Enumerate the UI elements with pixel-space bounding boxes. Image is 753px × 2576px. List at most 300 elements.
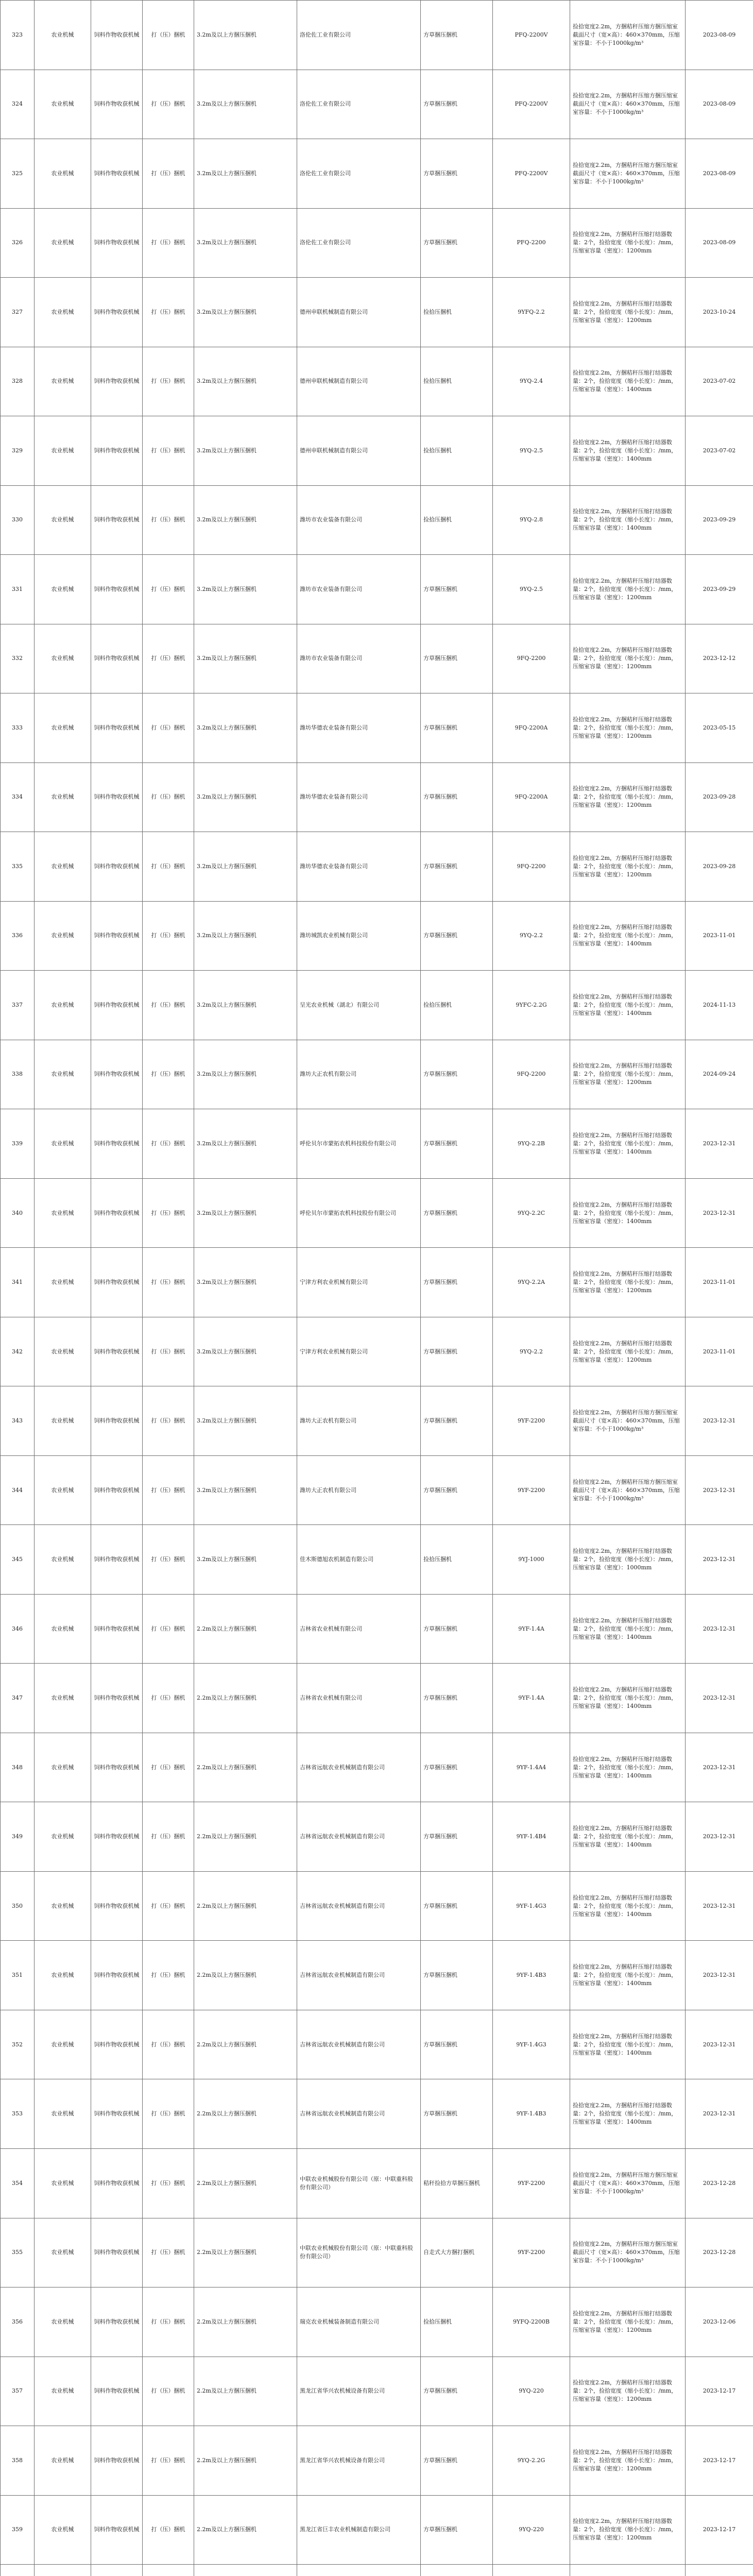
- product-name-cell: 捡拾压捆机: [421, 485, 493, 555]
- product-spec-cell: 2.2m及以上方捆压捆机: [194, 2079, 297, 2149]
- category-cell: 农业机械: [35, 1594, 91, 1664]
- table-row: [1, 2426, 753, 2496]
- model-cell: 9YF-1.4B4: [493, 1802, 570, 1872]
- table-row: [1, 2565, 753, 2576]
- product-name-cell: 方草捆压捆机: [421, 70, 493, 139]
- product-type-cell: 打（压）捆机: [143, 2010, 194, 2079]
- product-class-cell: 饲料作物收获机械: [91, 1109, 143, 1179]
- product-class-cell: 饲料作物收获机械: [91, 1733, 143, 1802]
- row-number-cell: 358: [1, 2426, 35, 2496]
- manufacturer-cell: 佳木斯德旭农机制造有限公司: [297, 1525, 421, 1595]
- product-spec-cell: 3.2m及以上方捆压捆机: [194, 208, 297, 278]
- product-name-cell: 方草捆压捆机: [421, 1664, 493, 1733]
- configuration-cell: 捡拾宽度2.2m，方捆秸秆压缩打结器数量：2个，捡拾宽度（缩小长度）：/mm，压缩室容量（密度）：1400mm: [570, 2079, 686, 2149]
- table-row: [1, 555, 753, 624]
- table-row: [1, 693, 753, 763]
- product-type-cell: 打（压）捆机: [143, 2079, 194, 2149]
- product-spec-cell: 2.2m及以上方捆压捆机: [194, 2010, 297, 2079]
- date-cell: 2023-12-31: [686, 1386, 753, 1456]
- product-spec-cell: 3.2m及以上方捆压捆机: [194, 693, 297, 763]
- category-cell: 农业机械: [35, 2287, 91, 2357]
- configuration-cell: 捡拾宽度2.2m，方捆秸秆压缩方捆压缩室截面尺寸（宽×高）：460×370mm，压缩室容量：不小于1000kg/m³: [570, 70, 686, 139]
- category-cell: [35, 2565, 91, 2576]
- product-class-cell: 饲料作物收获机械: [91, 2287, 143, 2357]
- product-class-cell: 饲料作物收获机械: [91, 1455, 143, 1525]
- date-cell: 2023-09-29: [686, 555, 753, 624]
- row-number-cell: 334: [1, 762, 35, 832]
- product-spec-cell: 3.2m及以上方捆压捆机: [194, 762, 297, 832]
- configuration-cell: 捡拾宽度2.2m，方捆秸秆压缩打结器数量：2个，捡拾宽度（缩小长度）：/mm，压缩室容量（密度）：1000mm: [570, 1525, 686, 1595]
- product-spec-cell: 2.2m及以上方捆压捆机: [194, 1941, 297, 2010]
- category-cell: 农业机械: [35, 1040, 91, 1109]
- table-row: [1, 347, 753, 416]
- configuration-cell: 捡拾宽度2.2m，方捆秸秆压缩打结器数量：2个，捡拾宽度（缩小长度）：/mm，压缩室容量（密度）：1200mm: [570, 278, 686, 347]
- row-number-cell: 338: [1, 1040, 35, 1109]
- product-class-cell: 饲料作物收获机械: [91, 2357, 143, 2426]
- row-number-cell: [1, 2565, 35, 2576]
- table-row: [1, 2218, 753, 2287]
- product-type-cell: 打（压）捆机: [143, 1594, 194, 1664]
- manufacturer-cell: 吉林省远航农业机械制造有限公司: [297, 1941, 421, 2010]
- product-class-cell: 饲料作物收获机械: [91, 208, 143, 278]
- model-cell: 9YQ-220: [493, 2357, 570, 2426]
- product-spec-cell: 2.2m及以上方捆压捆机: [194, 2495, 297, 2565]
- product-spec-cell: 3.2m及以上方捆压捆机: [194, 1455, 297, 1525]
- configuration-cell: 捡拾宽度2.2m，方捆秸秆压缩打结器数量：2个，捡拾宽度（缩小长度）：/mm，压缩室容量（密度）：1400mm: [570, 1802, 686, 1872]
- model-cell: 9YJ-1000: [493, 1525, 570, 1595]
- table-row: [1, 1733, 753, 1802]
- product-type-cell: 打（压）捆机: [143, 693, 194, 763]
- product-type-cell: 打（压）捆机: [143, 832, 194, 902]
- category-cell: 农业机械: [35, 2148, 91, 2218]
- product-class-cell: 饲料作物收获机械: [91, 1, 143, 70]
- product-type-cell: 打（压）捆机: [143, 278, 194, 347]
- product-spec-cell: 3.2m及以上方捆压捆机: [194, 347, 297, 416]
- product-class-cell: 饲料作物收获机械: [91, 139, 143, 209]
- product-type-cell: 打（压）捆机: [143, 2218, 194, 2287]
- table-row: [1, 1178, 753, 1248]
- row-number-cell: 347: [1, 1664, 35, 1733]
- row-number-cell: 337: [1, 971, 35, 1040]
- product-name-cell: 捡拾压捆机: [421, 971, 493, 1040]
- manufacturer-cell: 黑龙江省华兴农机械设备有限公司: [297, 2357, 421, 2426]
- category-cell: 农业机械: [35, 1871, 91, 1941]
- manufacturer-cell: 宁津方利农业机械有限公司: [297, 1317, 421, 1386]
- category-cell: 农业机械: [35, 762, 91, 832]
- configuration-cell: 捡拾宽度2.2m，方捆秸秆压缩方捆压缩室截面尺寸（宽×高）：460×370mm，压缩室容量：不小于1000kg/m³: [570, 139, 686, 209]
- product-spec-cell: 2.2m及以上方捆压捆机: [194, 1733, 297, 1802]
- date-cell: 2023-12-31: [686, 1941, 753, 2010]
- product-class-cell: 饲料作物收获机械: [91, 624, 143, 693]
- product-name-cell: 方草捆压捆机: [421, 1733, 493, 1802]
- manufacturer-cell: 中联农业机械股份有限公司（原：中联重科股份有限公司）: [297, 2148, 421, 2218]
- manufacturer-cell: 洛伦佐工业有限公司: [297, 208, 421, 278]
- date-cell: 2023-05-15: [686, 693, 753, 763]
- table-row: [1, 485, 753, 555]
- product-type-cell: 打（压）捆机: [143, 1248, 194, 1317]
- product-name-cell: 方草捆压捆机: [421, 555, 493, 624]
- product-name-cell: 秸秆捡拾方草捆压捆机: [421, 2148, 493, 2218]
- date-cell: 2023-12-17: [686, 2495, 753, 2565]
- date-cell: 2023-07-02: [686, 416, 753, 486]
- product-class-cell: 饲料作物收获机械: [91, 1871, 143, 1941]
- model-cell: 9YQ-2.2A: [493, 1248, 570, 1317]
- product-class-cell: 饲料作物收获机械: [91, 70, 143, 139]
- model-cell: 9YFQ-2200B: [493, 2287, 570, 2357]
- row-number-cell: 327: [1, 278, 35, 347]
- product-type-cell: 打（压）捆机: [143, 1109, 194, 1179]
- product-type-cell: 打（压）捆机: [143, 1317, 194, 1386]
- model-cell: 9YF-1.4B3: [493, 1941, 570, 2010]
- configuration-cell: 捡拾宽度2.2m，方捆秸秆压缩打结器数量：2个，捡拾宽度（缩小长度）：/mm，压缩室容量（密度）：1200mm: [570, 693, 686, 763]
- category-cell: 农业机械: [35, 1, 91, 70]
- product-type-cell: 打（压）捆机: [143, 139, 194, 209]
- product-spec-cell: 3.2m及以上方捆压捆机: [194, 1040, 297, 1109]
- row-number-cell: 339: [1, 1109, 35, 1179]
- category-cell: 农业机械: [35, 1455, 91, 1525]
- row-number-cell: 336: [1, 901, 35, 971]
- product-spec-cell: 2.2m及以上方捆压捆机: [194, 1594, 297, 1664]
- product-name-cell: 方草捆压捆机: [421, 1040, 493, 1109]
- product-spec-cell: 3.2m及以上方捆压捆机: [194, 555, 297, 624]
- product-type-cell: 打（压）捆机: [143, 1040, 194, 1109]
- row-number-cell: 332: [1, 624, 35, 693]
- configuration-cell: 捡拾宽度2.2m，方捆秸秆压缩打结器数量：2个，捡拾宽度（缩小长度）：/mm，压缩室容量（密度）：1400mm: [570, 1941, 686, 2010]
- date-cell: 2023-08-09: [686, 70, 753, 139]
- table-row: [1, 416, 753, 486]
- manufacturer-cell: 呈光农业机械（湖北）有限公司: [297, 971, 421, 1040]
- product-type-cell: 打（压）捆机: [143, 762, 194, 832]
- row-number-cell: 324: [1, 70, 35, 139]
- manufacturer-cell: 中联农业机械股份有限公司（原：中联重科股份有限公司）: [297, 2218, 421, 2287]
- table-row: [1, 1, 753, 70]
- configuration-cell: [570, 2565, 686, 2576]
- row-number-cell: 354: [1, 2148, 35, 2218]
- product-name-cell: 捡拾压捆机: [421, 416, 493, 486]
- product-name-cell: 方草捆压捆机: [421, 1178, 493, 1248]
- configuration-cell: 捡拾宽度2.2m，方捆秸秆压缩打结器数量：2个，捡拾宽度（缩小长度）：/mm，压缩室容量（密度）：1200mm: [570, 1248, 686, 1317]
- category-cell: 农业机械: [35, 1941, 91, 2010]
- category-cell: 农业机械: [35, 1317, 91, 1386]
- date-cell: 2023-12-31: [686, 1733, 753, 1802]
- product-spec-cell: 3.2m及以上方捆压捆机: [194, 1248, 297, 1317]
- product-type-cell: [143, 2565, 194, 2576]
- product-class-cell: 饲料作物收获机械: [91, 762, 143, 832]
- date-cell: 2023-11-01: [686, 901, 753, 971]
- product-spec-cell: 2.2m及以上方捆压捆机: [194, 1802, 297, 1872]
- manufacturer-cell: 潍坊大正农机有限公司: [297, 1386, 421, 1456]
- product-name-cell: 方草捆压捆机: [421, 624, 493, 693]
- configuration-cell: 捡拾宽度2.2m，方捆秸秆压缩方捆压缩室截面尺寸（宽×高）：460×370mm，压缩室容量：不小于1000kg/m³: [570, 2148, 686, 2218]
- product-name-cell: 方草捆压捆机: [421, 1802, 493, 1872]
- model-cell: 9FQ-2200: [493, 832, 570, 902]
- product-class-cell: 饲料作物收获机械: [91, 1802, 143, 1872]
- product-type-cell: 打（压）捆机: [143, 485, 194, 555]
- model-cell: 9YFC-2.2G: [493, 971, 570, 1040]
- table-row: [1, 1455, 753, 1525]
- product-class-cell: 饲料作物收获机械: [91, 347, 143, 416]
- product-type-cell: 打（压）捆机: [143, 624, 194, 693]
- manufacturer-cell: 潍坊华德农业装备有限公司: [297, 832, 421, 902]
- product-type-cell: 打（压）捆机: [143, 2148, 194, 2218]
- date-cell: 2023-12-28: [686, 2218, 753, 2287]
- product-class-cell: 饲料作物收获机械: [91, 2218, 143, 2287]
- model-cell: 9YQ-2.4: [493, 347, 570, 416]
- product-type-cell: 打（压）捆机: [143, 2426, 194, 2496]
- category-cell: 农业机械: [35, 2426, 91, 2496]
- product-name-cell: 方草捆压捆机: [421, 832, 493, 902]
- product-name-cell: 捡拾压捆机: [421, 1525, 493, 1595]
- product-type-cell: 打（压）捆机: [143, 2495, 194, 2565]
- model-cell: 9FQ-2200A: [493, 762, 570, 832]
- table-row: [1, 1248, 753, 1317]
- model-cell: 9YF-2200: [493, 2218, 570, 2287]
- date-cell: 2023-12-31: [686, 1109, 753, 1179]
- model-cell: 9FQ-2200A: [493, 693, 570, 763]
- product-type-cell: 打（压）捆机: [143, 1733, 194, 1802]
- configuration-cell: 捡拾宽度2.2m，方捆秸秆压缩打结器数量：2个，捡拾宽度（缩小长度）：/mm，压缩室容量（密度）：1200mm: [570, 762, 686, 832]
- table-row: [1, 762, 753, 832]
- product-type-cell: 打（压）捆机: [143, 70, 194, 139]
- product-type-cell: 打（压）捆机: [143, 1664, 194, 1733]
- table-row: [1, 2357, 753, 2426]
- model-cell: 9YF-1.4G3: [493, 2010, 570, 2079]
- product-class-cell: 饲料作物收获机械: [91, 1178, 143, 1248]
- table-row: [1, 1525, 753, 1595]
- category-cell: 农业机械: [35, 70, 91, 139]
- product-class-cell: 饲料作物收获机械: [91, 1525, 143, 1595]
- row-number-cell: 329: [1, 416, 35, 486]
- product-name-cell: 方草捆压捆机: [421, 1386, 493, 1456]
- row-number-cell: 331: [1, 555, 35, 624]
- configuration-cell: 捡拾宽度2.2m，方捆秸秆压缩打结器数量：2个，捡拾宽度（缩小长度）：/mm，压缩室容量（密度）：1400mm: [570, 1178, 686, 1248]
- product-type-cell: 打（压）捆机: [143, 208, 194, 278]
- product-spec-cell: 2.2m及以上方捆压捆机: [194, 2287, 297, 2357]
- table-row: [1, 1871, 753, 1941]
- row-number-cell: 352: [1, 2010, 35, 2079]
- date-cell: 2023-12-31: [686, 1455, 753, 1525]
- row-number-cell: 355: [1, 2218, 35, 2287]
- category-cell: 农业机械: [35, 2357, 91, 2426]
- product-spec-cell: [194, 2565, 297, 2576]
- product-type-cell: 打（压）捆机: [143, 1525, 194, 1595]
- configuration-cell: 捡拾宽度2.2m，方捆秸秆压缩打结器数量：2个，捡拾宽度（缩小长度）：/mm，压缩室容量（密度）：1400mm: [570, 485, 686, 555]
- date-cell: 2023-11-01: [686, 1248, 753, 1317]
- table-row: [1, 2079, 753, 2149]
- product-class-cell: 饲料作物收获机械: [91, 555, 143, 624]
- category-cell: 农业机械: [35, 1733, 91, 1802]
- product-spec-cell: 3.2m及以上方捆压捆机: [194, 1109, 297, 1179]
- manufacturer-cell: 潍坊市农业装备有限公司: [297, 624, 421, 693]
- table-row: [1, 901, 753, 971]
- model-cell: 9YF-1.4A: [493, 1594, 570, 1664]
- manufacturer-cell: 洛伦佐工业有限公司: [297, 139, 421, 209]
- category-cell: 农业机械: [35, 832, 91, 902]
- row-number-cell: 353: [1, 2079, 35, 2149]
- category-cell: 农业机械: [35, 1802, 91, 1872]
- configuration-cell: 捡拾宽度2.2m，方捆秸秆压缩方捆压缩室截面尺寸（宽×高）：460×370mm，压缩室容量：不小于1000kg/m³: [570, 1, 686, 70]
- configuration-cell: 捡拾宽度2.2m，方捆秸秆压缩打结器数量：2个，捡拾宽度（缩小长度）：/mm，压缩室容量（密度）：1400mm: [570, 416, 686, 486]
- date-cell: 2023-12-17: [686, 2426, 753, 2496]
- manufacturer-cell: 潍坊市农业装备有限公司: [297, 555, 421, 624]
- product-name-cell: 方草捆压捆机: [421, 1248, 493, 1317]
- product-name-cell: 方草捆压捆机: [421, 1594, 493, 1664]
- product-class-cell: 饲料作物收获机械: [91, 485, 143, 555]
- table-row: [1, 971, 753, 1040]
- row-number-cell: 346: [1, 1594, 35, 1664]
- product-type-cell: 打（压）捆机: [143, 347, 194, 416]
- product-spec-cell: 3.2m及以上方捆压捆机: [194, 901, 297, 971]
- manufacturer-cell: 黑龙江省华兴农机械设备有限公司: [297, 2426, 421, 2496]
- product-spec-cell: 3.2m及以上方捆压捆机: [194, 1, 297, 70]
- configuration-cell: 捡拾宽度2.2m，方捆秸秆压缩打结器数量：2个，捡拾宽度（缩小长度）：/mm，压缩室容量（密度）：1400mm: [570, 971, 686, 1040]
- product-class-cell: 饲料作物收获机械: [91, 1040, 143, 1109]
- table-row: [1, 624, 753, 693]
- table-row: [1, 1594, 753, 1664]
- row-number-cell: 344: [1, 1455, 35, 1525]
- date-cell: 2023-11-01: [686, 1317, 753, 1386]
- product-name-cell: 方草捆压捆机: [421, 762, 493, 832]
- manufacturer-cell: 吉林省远航农业机械制造有限公司: [297, 1802, 421, 1872]
- product-class-cell: 饲料作物收获机械: [91, 1594, 143, 1664]
- date-cell: 2023-08-09: [686, 139, 753, 209]
- table-row: [1, 70, 753, 139]
- configuration-cell: 捡拾宽度2.2m，方捆秸秆压缩打结器数量：2个，捡拾宽度（缩小长度）：/mm，压缩室容量（密度）：1400mm: [570, 1594, 686, 1664]
- product-type-cell: 打（压）捆机: [143, 1871, 194, 1941]
- category-cell: 农业机械: [35, 1248, 91, 1317]
- configuration-cell: 捡拾宽度2.2m，方捆秸秆压缩打结器数量：2个，捡拾宽度（缩小长度）：/mm，压缩室容量（密度）：1200mm: [570, 208, 686, 278]
- row-number-cell: 330: [1, 485, 35, 555]
- category-cell: 农业机械: [35, 278, 91, 347]
- product-spec-cell: 3.2m及以上方捆压捆机: [194, 624, 297, 693]
- model-cell: PFQ-2200V: [493, 1, 570, 70]
- product-name-cell: 方草捆压捆机: [421, 2357, 493, 2426]
- configuration-cell: 捡拾宽度2.2m，方捆秸秆压缩打结器数量：2个，捡拾宽度（缩小长度）：/mm，压缩室容量（密度）：1200mm: [570, 1040, 686, 1109]
- product-class-cell: 饲料作物收获机械: [91, 2079, 143, 2149]
- product-table-body: [1, 1, 753, 2576]
- model-cell: PFQ-2200: [493, 208, 570, 278]
- product-spec-cell: 2.2m及以上方捆压捆机: [194, 1664, 297, 1733]
- manufacturer-cell: 瑞克农业机械装备制造有限公司: [297, 2287, 421, 2357]
- model-cell: 9YQ-2.2B: [493, 1109, 570, 1179]
- table-row: [1, 1386, 753, 1456]
- date-cell: 2023-12-31: [686, 2079, 753, 2149]
- product-type-cell: 打（压）捆机: [143, 555, 194, 624]
- product-type-cell: 打（压）捆机: [143, 2287, 194, 2357]
- manufacturer-cell: 宁津方利农业机械有限公司: [297, 1248, 421, 1317]
- row-number-cell: 345: [1, 1525, 35, 1595]
- category-cell: 农业机械: [35, 1525, 91, 1595]
- manufacturer-cell: 吉林省农业机械有限公司: [297, 1664, 421, 1733]
- product-spec-cell: 3.2m及以上方捆压捆机: [194, 832, 297, 902]
- manufacturer-cell: 呼伦贝尔市蒙拓农机科技股份有限公司: [297, 1178, 421, 1248]
- product-spec-cell: 2.2m及以上方捆压捆机: [194, 2426, 297, 2496]
- row-number-cell: 333: [1, 693, 35, 763]
- product-class-cell: 饲料作物收获机械: [91, 416, 143, 486]
- date-cell: 2024-09-24: [686, 1040, 753, 1109]
- table-row: [1, 2495, 753, 2565]
- category-cell: 农业机械: [35, 624, 91, 693]
- date-cell: 2023-12-31: [686, 1525, 753, 1595]
- product-type-cell: 打（压）捆机: [143, 1386, 194, 1456]
- row-number-cell: 335: [1, 832, 35, 902]
- product-spec-cell: 2.2m及以上方捆压捆机: [194, 2218, 297, 2287]
- date-cell: 2023-07-02: [686, 347, 753, 416]
- configuration-cell: 捡拾宽度2.2m，方捆秸秆压缩打结器数量：2个，捡拾宽度（缩小长度）：/mm，压缩室容量（密度）：1400mm: [570, 1733, 686, 1802]
- product-spec-cell: 3.2m及以上方捆压捆机: [194, 485, 297, 555]
- product-type-cell: 打（压）捆机: [143, 1, 194, 70]
- row-number-cell: 359: [1, 2495, 35, 2565]
- manufacturer-cell: 洛伦佐工业有限公司: [297, 70, 421, 139]
- table-row: [1, 1317, 753, 1386]
- manufacturer-cell: 吉林省远航农业机械制造有限公司: [297, 1871, 421, 1941]
- category-cell: 农业机械: [35, 208, 91, 278]
- product-spec-cell: 3.2m及以上方捆压捆机: [194, 1386, 297, 1456]
- configuration-cell: 捡拾宽度2.2m，方捆秸秆压缩打结器数量：2个，捡拾宽度（缩小长度）：/mm，压缩室容量（密度）：1200mm: [570, 2495, 686, 2565]
- model-cell: 9YF-2200: [493, 1455, 570, 1525]
- configuration-cell: 捡拾宽度2.2m，方捆秸秆压缩方捆压缩室截面尺寸（宽×高）：460×370mm，压缩室容量：不小于1000kg/m³: [570, 1386, 686, 1456]
- category-cell: 农业机械: [35, 2218, 91, 2287]
- product-name-cell: 方草捆压捆机: [421, 2426, 493, 2496]
- configuration-cell: 捡拾宽度2.2m，方捆秸秆压缩打结器数量：2个，捡拾宽度（缩小长度）：/mm，压缩室容量（密度）：1200mm: [570, 555, 686, 624]
- category-cell: 农业机械: [35, 416, 91, 486]
- date-cell: 2023-12-31: [686, 1594, 753, 1664]
- manufacturer-cell: 潍坊大正农机有限公司: [297, 1455, 421, 1525]
- table-row: [1, 139, 753, 209]
- configuration-cell: 捡拾宽度2.2m，方捆秸秆压缩打结器数量：2个，捡拾宽度（缩小长度）：/mm，压缩室容量（密度）：1200mm: [570, 832, 686, 902]
- model-cell: 9YF-1.4A: [493, 1664, 570, 1733]
- model-cell: 9YF-1.4B3: [493, 2079, 570, 2149]
- manufacturer-cell: 潍坊市农业装备有限公司: [297, 485, 421, 555]
- product-class-cell: 饲料作物收获机械: [91, 1248, 143, 1317]
- model-cell: [493, 2565, 570, 2576]
- configuration-cell: 捡拾宽度2.2m，方捆秸秆压缩打结器数量：2个，捡拾宽度（缩小长度）：/mm，压缩室容量（密度）：1400mm: [570, 1871, 686, 1941]
- product-name-cell: 方草捆压捆机: [421, 208, 493, 278]
- product-name-cell: 捡拾压捆机: [421, 278, 493, 347]
- date-cell: 2023-09-28: [686, 762, 753, 832]
- category-cell: 农业机械: [35, 971, 91, 1040]
- manufacturer-cell: 黑龙江省巨丰农业机械制造有限公司: [297, 2495, 421, 2565]
- product-spec-cell: 3.2m及以上方捆压捆机: [194, 1178, 297, 1248]
- product-name-cell: 方草捆压捆机: [421, 1, 493, 70]
- category-cell: 农业机械: [35, 1109, 91, 1179]
- date-cell: [686, 2565, 753, 2576]
- date-cell: 2023-10-24: [686, 278, 753, 347]
- product-class-cell: 饲料作物收获机械: [91, 1664, 143, 1733]
- product-name-cell: 方草捆压捆机: [421, 1109, 493, 1179]
- product-type-cell: 打（压）捆机: [143, 416, 194, 486]
- date-cell: 2023-12-28: [686, 2148, 753, 2218]
- model-cell: PFQ-2200V: [493, 139, 570, 209]
- category-cell: 农业机械: [35, 693, 91, 763]
- product-class-cell: 饲料作物收获机械: [91, 2148, 143, 2218]
- product-class-cell: 饲料作物收获机械: [91, 832, 143, 902]
- product-type-cell: 打（压）捆机: [143, 2357, 194, 2426]
- manufacturer-cell: 潍坊华德农业装备有限公司: [297, 762, 421, 832]
- date-cell: 2023-08-09: [686, 208, 753, 278]
- table-row: [1, 2010, 753, 2079]
- row-number-cell: 348: [1, 1733, 35, 1802]
- category-cell: 农业机械: [35, 555, 91, 624]
- product-name-cell: 捡拾压捆机: [421, 2287, 493, 2357]
- product-class-cell: 饲料作物收获机械: [91, 2495, 143, 2565]
- row-number-cell: 351: [1, 1941, 35, 2010]
- product-class-cell: 饲料作物收获机械: [91, 1386, 143, 1456]
- product-spec-cell: 3.2m及以上方捆压捆机: [194, 278, 297, 347]
- category-cell: 农业机械: [35, 139, 91, 209]
- table-row: [1, 1802, 753, 1872]
- configuration-cell: 捡拾宽度2.2m，方捆秸秆压缩打结器数量：2个，捡拾宽度（缩小长度）：/mm，压缩室容量（密度）：1200mm: [570, 1317, 686, 1386]
